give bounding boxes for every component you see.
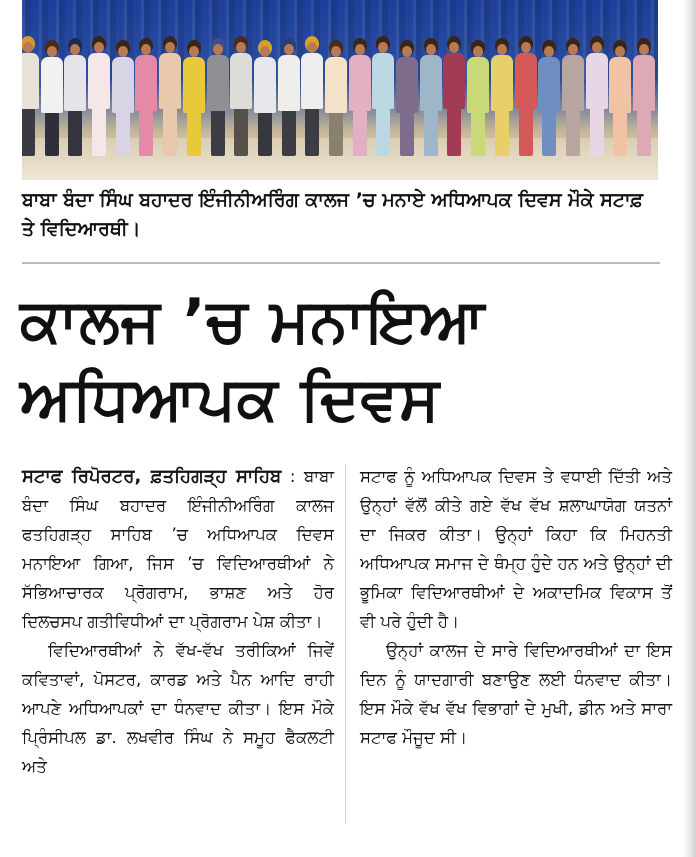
person-legs [471,112,485,156]
person-legs [211,110,225,156]
photo-person [206,0,230,180]
person-legs [234,108,248,156]
person-body [420,55,442,111]
article-paragraph-3: ਸਟਾਫ ਨੂੰ ਅਧਿਆਪਕ ਦਿਵਸ ਤੇ ਵਧਾਈ ਦਿੱਤੀ ਅਤੇ ਉਨ੍ਹਾਂ ਵੱਲੋਂ ਕੀਤੇ ਗਏ ਵੱਖ ਵੱਖ ਸ਼ਲਾਘਾਯੋਗ ਯਤਨਾਂ ਦਾ ਜਿਕਰ ਕੀਤਾ। ਉਨ੍ਹਾਂ ਕਿਹਾ ਕਿ ਮਿਹਨਤੀ ਅਧਿਆਪਕ ਸਮਾਜ ਦੇ ਥੰਮ੍ਹ ਹੁੰਦੇ ਹਨ ਅਤੇ ਉਨ੍ਹਾਂ ਦੀ ਭੂਮਿਕਾ ਵਿਦਿਆਰਥੀਆਂ ਦੇ ਅਕਾਦਮਿਕ ਵਿਕਾਸ ਤੋਂ ਵੀ ਪਰੇ ਹੁੰਦੀ ਹੈ। [360,467,672,631]
photo-person [300,0,324,180]
person-body [64,55,86,111]
headline-line-2: ਅਧਿਆਪਕ ਦਿਵਸ [20,364,441,434]
person-body [278,55,300,111]
photo-person [537,0,561,180]
person-face [260,46,270,57]
person-face [426,44,436,55]
person-body [254,57,276,113]
person-body [135,55,157,111]
person-face [331,46,341,57]
group-photo [22,0,658,180]
photo-person [40,0,64,180]
person-face [473,46,483,57]
person-legs [495,110,509,156]
article-byline: ਸਟਾਫ ਰਿਪੋਰਟਰ, ਫ਼ਤਹਿਗੜ੍ਹ ਸਾਹਿਬ [22,466,282,487]
photo-person [87,0,111,180]
person-legs [542,112,556,156]
person-face [568,44,578,55]
person-face [592,42,602,53]
photo-person [585,0,609,180]
person-body [538,57,560,113]
person-legs [305,108,319,156]
photo-person [395,0,419,180]
person-face [402,46,412,57]
person-body [301,53,323,109]
person-body [183,57,205,113]
photo-person [490,0,514,180]
person-legs [353,110,367,156]
headline-line-1: ਕਾਲਜ ’ਚ ਮਨਾਇਆ [20,286,486,356]
person-face [615,46,625,57]
caption-divider [22,262,660,264]
photo-person [229,0,253,180]
person-legs [92,108,106,156]
photo-person [466,0,490,180]
person-body [609,57,631,113]
paragraph-1-text: : ਬਾਬਾ ਬੰਦਾ ਸਿੰਘ ਬਹਾਦਰ ਇੰਜੀਨੀਅਰਿੰਗ ਕਾਲਜ ਫਤਹਿਗੜ੍ਹ ਸਾਹਿਬ ’ਚ ਅਧਿਆਪਕ ਦਿਵਸ ਮਨਾਇਆ ਗਿਆ, ਜਿਸ ’ਚ ਵਿਦਿਆਰਥੀਆਂ ਨੇ ਸੱਭਿਆਚਾਰਕ ਪ੍ਰੋਗਰਾਮ, ਭਾਸ਼ਣ ਅਤੇ ਹੋਰ ਦਿਲਚਸਪ ਗਤੀਵਿਧੀਆਂ ਦਾ ਪ੍ਰੋਗਰਾਮ ਪੇਸ਼ ਕੀਤਾ। [22,467,334,631]
person-body [562,55,584,111]
person-face [307,42,317,53]
person-face [284,44,294,55]
person-legs [519,108,533,156]
photo-person [111,0,135,180]
person-legs [637,110,651,156]
person-face [378,42,388,53]
person-face [521,42,531,53]
photo-person [182,0,206,180]
photo-person [514,0,538,180]
page-edge-shadow [682,0,696,857]
person-face [213,44,223,55]
column-divider [345,464,346,824]
photo-person [371,0,395,180]
article-paragraph-1 [22,462,334,636]
person-face [141,44,151,55]
photo-caption: ਬਾਬਾ ਬੰਦਾ ਸਿੰਘ ਬਹਾਦਰ ਇੰਜੀਨੀਅਰਿੰਗ ਕਾਲਜ ’ਚ ਮਨਾਏ ਅਧਿਆਪਕ ਦਿਵਸ ਮੌਕੇ ਸਟਾਫ਼ ਤੇ ਵਿਦਿਆਰਥੀ। [22,189,643,240]
photo-person [419,0,443,180]
person-legs [613,112,627,156]
photo-person [277,0,301,180]
person-body [467,57,489,113]
article-paragraph-4: ਉਨ੍ਹਾਂ ਕਾਲਜ ਦੇ ਸਾਰੇ ਵਿਦਿਆਰਥੀਆਂ ਦਾ ਇਸ ਦਿਨ ਨੂੰ ਯਾਦਗਾਰੀ ਬਣਾਉਣ ਲਈ ਧੰਨਵਾਦ ਕੀਤਾ। ਇਸ ਮੌਕੇ ਵੱਖ ਵੱਖ ਵਿਭਾਗਾਂ ਦੇ ਮੁਖੀ, ਡੀਨ ਅਤੇ ਸਾਰਾ ਸਟਾਫ ਮੌਜੂਦ ਸੀ। [360,641,672,747]
person-body [396,57,418,113]
person-legs [400,112,414,156]
person-legs [187,112,201,156]
person-face [94,42,104,53]
person-face [449,42,459,53]
person-legs [590,108,604,156]
article-paragraph-2: ਵਿਦਿਆਰਥੀਆਂ ਨੇ ਵੱਖ-ਵੱਖ ਤਰੀਕਿਆਂ ਜਿਵੇਂ ਕਵਿਤਾਵਾਂ, ਪੋਸਟਰ, ਕਾਰਡ ਅਤੇ ਪੈਨ ਆਦਿ ਰਾਹੀ ਆਪਣੇ ਅਧਿਆਪਕਾਂ ਦਾ ਧੰਨਵਾਦ ਕੀਤਾ। ਇਸ ਮੌਕੇ ਪ੍ਰਿੰਸੀਪਲ ਡਾ. ਲਖਵੀਰ ਸਿੰਘ ਨੇ ਸਮੂਹ ਫੈਕਲਟੀ ਅਤੇ [22,641,334,776]
person-body [515,53,537,109]
person-body [22,53,39,109]
person-body [112,57,134,113]
person-body [443,53,465,109]
person-legs [139,110,153,156]
person-body [207,55,229,111]
person-face [497,44,507,55]
photo-person [632,0,656,180]
person-body [41,57,63,113]
person-face [189,46,199,57]
person-face [639,44,649,55]
person-legs [22,108,35,156]
person-body [491,55,513,111]
person-face [47,46,57,57]
person-body [325,57,347,113]
person-face [118,46,128,57]
person-legs [258,112,272,156]
person-legs [163,108,177,156]
person-body [88,53,110,109]
person-face [23,42,33,53]
person-legs [376,108,390,156]
photo-person [22,0,40,180]
person-legs [447,108,461,156]
person-body [372,53,394,109]
person-body [633,55,655,111]
person-body [230,53,252,109]
photo-person [561,0,585,180]
photo-person [134,0,158,180]
person-legs [68,110,82,156]
person-body [586,53,608,109]
photo-person [608,0,632,180]
article-column-right [360,462,672,752]
photo-person [253,0,277,180]
person-body [159,53,181,109]
person-face [355,44,365,55]
person-face [165,42,175,53]
person-legs [45,112,59,156]
person-face [544,46,554,57]
person-legs [282,110,296,156]
person-legs [424,110,438,156]
photo-person [63,0,87,180]
photo-person [442,0,466,180]
person-face [236,42,246,53]
person-legs [329,112,343,156]
article-column-left [22,462,334,781]
photo-person [158,0,182,180]
person-face [70,44,80,55]
photo-person [348,0,372,180]
article-headline [20,282,660,438]
person-legs [566,110,580,156]
person-body [349,55,371,111]
person-legs [116,112,130,156]
photo-person [324,0,348,180]
